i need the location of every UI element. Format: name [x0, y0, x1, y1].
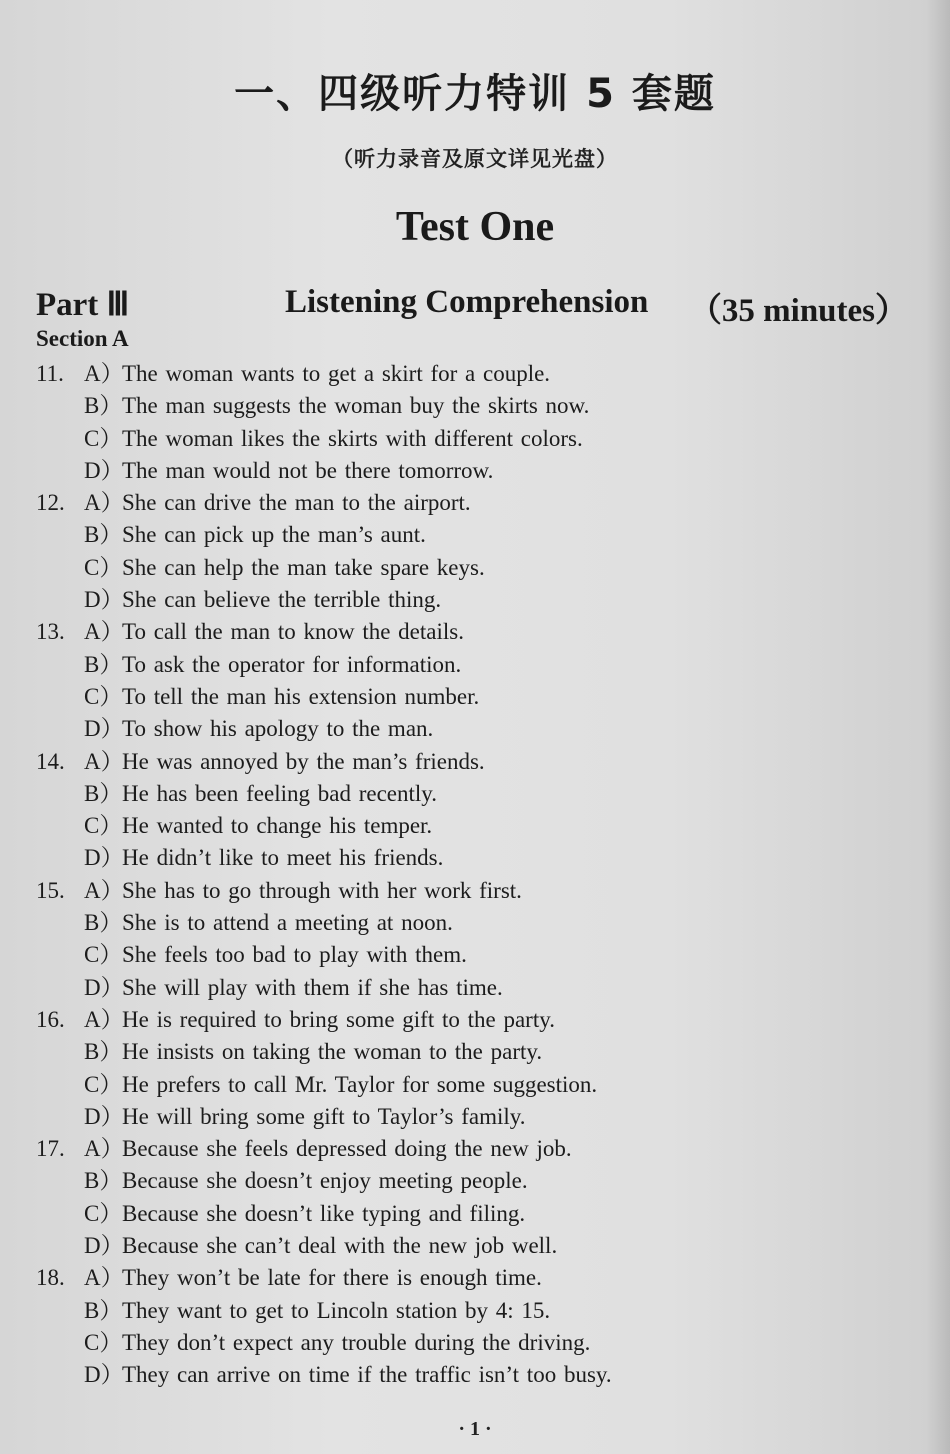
question-option: [36, 1327, 916, 1359]
option-letter: D）: [84, 1103, 124, 1129]
option-letter: D）: [84, 845, 124, 871]
option-letter: C）: [84, 813, 123, 839]
option-letter: D）: [84, 587, 124, 613]
option-letter: D）: [84, 457, 124, 483]
option-letter: A）: [84, 361, 124, 386]
question-number: 17.: [36, 1136, 65, 1162]
question-option: [36, 778, 916, 810]
option-text: The woman likes the skirts with different colors.: [122, 425, 583, 451]
question-option: [36, 1165, 916, 1197]
option-text: He didn’t like to meet his friends.: [122, 845, 444, 871]
option-text: They don’t expect any trouble during the driving.: [122, 1329, 591, 1355]
question-option: [36, 487, 916, 519]
option-text: They won’t be late for there is enough time.: [122, 1265, 542, 1291]
question-option: [36, 1230, 916, 1262]
option-text: He prefers to call Mr. Taylor for some suggestion.: [122, 1071, 598, 1097]
question-number: 16.: [36, 1006, 65, 1032]
part-label: Part Ⅲ: [36, 287, 130, 323]
section-label: Section A: [36, 326, 129, 351]
question-option: [36, 875, 916, 907]
option-text: He has been feeling bad recently.: [122, 780, 438, 806]
option-letter: B）: [84, 651, 123, 677]
question-option: [36, 1133, 916, 1165]
option-letter: B）: [84, 780, 123, 806]
option-letter: C）: [84, 1329, 123, 1355]
option-letter: A）: [84, 877, 124, 903]
option-text: Because she doesn’t like typing and filing.: [122, 1200, 526, 1226]
option-text: To ask the operator for information.: [122, 651, 462, 677]
option-letter: B）: [84, 393, 123, 419]
question-option: [36, 746, 916, 778]
option-letter: B）: [84, 910, 123, 936]
option-letter: D）: [84, 1233, 124, 1259]
question-number: 11.: [36, 361, 64, 386]
option-text: She is to attend a meeting at noon.: [122, 910, 453, 936]
question-number: 13.: [36, 619, 65, 645]
option-letter: C）: [84, 425, 123, 451]
question-option: [36, 584, 916, 616]
question-option: [36, 713, 916, 745]
option-text: Because she feels depressed doing the new job.: [122, 1136, 572, 1162]
option-letter: C）: [84, 942, 123, 968]
question-option: [36, 681, 916, 713]
option-text: She has to go through with her work first.: [122, 877, 522, 903]
option-letter: A）: [84, 619, 124, 645]
option-text: She can help the man take spare keys.: [122, 554, 485, 580]
option-text: The man would not be there tomorrow.: [122, 457, 494, 483]
option-letter: B）: [84, 1168, 123, 1194]
option-text: She can drive the man to the airport.: [122, 490, 471, 516]
option-text: The man suggests the woman buy the skirts now.: [122, 393, 590, 419]
option-text: They want to get to Lincoln station by 4: 15.: [122, 1297, 551, 1323]
question-option: [36, 1004, 916, 1036]
option-letter: A）: [84, 748, 124, 774]
page-number: · 1 ·: [458, 1418, 492, 1440]
option-letter: D）: [84, 716, 124, 742]
question-option: [36, 1295, 916, 1327]
option-text: She will play with them if she has time.: [122, 974, 503, 1000]
question-option: [36, 907, 916, 939]
option-text: To call the man to know the details.: [122, 619, 464, 645]
option-letter: A）: [84, 490, 124, 516]
question-option: [36, 649, 916, 681]
part-name: Listening Comprehension: [285, 284, 649, 320]
option-text: He will bring some gift to Taylor’s family.: [122, 1103, 526, 1129]
question-option: [36, 616, 916, 648]
option-letter: A）: [84, 1006, 124, 1032]
option-text: To show his apology to the man.: [122, 716, 434, 742]
question-option: [36, 1036, 916, 1068]
option-letter: C）: [84, 683, 123, 709]
question-option: [36, 1069, 916, 1101]
option-letter: C）: [84, 554, 123, 580]
question-option: [36, 1262, 916, 1294]
question-option: [36, 1359, 916, 1391]
option-text: He is required to bring some gift to the party.: [122, 1006, 555, 1032]
main-title: 一、四级听力特训 5 套题: [234, 71, 716, 117]
option-letter: D）: [84, 974, 124, 1000]
option-text: He insists on taking the woman to the party.: [122, 1039, 543, 1065]
question-list: [36, 358, 916, 1392]
option-text: He was annoyed by the man’s friends.: [122, 748, 485, 774]
option-letter: C）: [84, 1200, 123, 1226]
part-time: （35 minutes）: [688, 293, 908, 329]
question-number: 14.: [36, 748, 65, 774]
question-option: [36, 939, 916, 971]
option-text: To tell the man his extension number.: [122, 683, 480, 709]
question-option: [36, 810, 916, 842]
option-letter: D）: [84, 1362, 124, 1388]
question-option: [36, 972, 916, 1004]
option-text: She can believe the terrible thing.: [122, 587, 442, 613]
part-heading: [36, 284, 908, 329]
option-letter: A）: [84, 1136, 124, 1162]
option-text: Because she can’t deal with the new job well.: [122, 1233, 558, 1259]
option-text: She feels too bad to play with them.: [122, 942, 467, 968]
question-option: [36, 1101, 916, 1133]
question-option: [36, 552, 916, 584]
question-option: [36, 423, 916, 455]
question-option: [36, 519, 916, 551]
question-number: 12.: [36, 490, 65, 516]
option-letter: B）: [84, 522, 123, 548]
option-text: The woman wants to get a skirt for a couple.: [122, 361, 551, 386]
option-letter: C）: [84, 1071, 123, 1097]
question-option: [36, 455, 916, 487]
question-option: [36, 842, 916, 874]
question-number: 15.: [36, 877, 65, 903]
option-text: Because she doesn’t enjoy meeting people.: [122, 1168, 528, 1194]
question-option: [36, 358, 916, 390]
question-option: [36, 390, 916, 422]
option-text: They can arrive on time if the traffic isn’t too busy.: [122, 1362, 612, 1388]
option-text: He wanted to change his temper.: [122, 813, 433, 839]
question-option: [36, 1198, 916, 1230]
option-letter: B）: [84, 1297, 123, 1323]
option-letter: B）: [84, 1039, 123, 1065]
question-number: 18.: [36, 1265, 65, 1291]
subtitle: （听力录音及原文详见光盘）: [332, 147, 618, 171]
option-text: She can pick up the man’s aunt.: [122, 522, 426, 548]
test-title: Test One: [395, 204, 555, 250]
option-letter: A）: [84, 1265, 124, 1291]
